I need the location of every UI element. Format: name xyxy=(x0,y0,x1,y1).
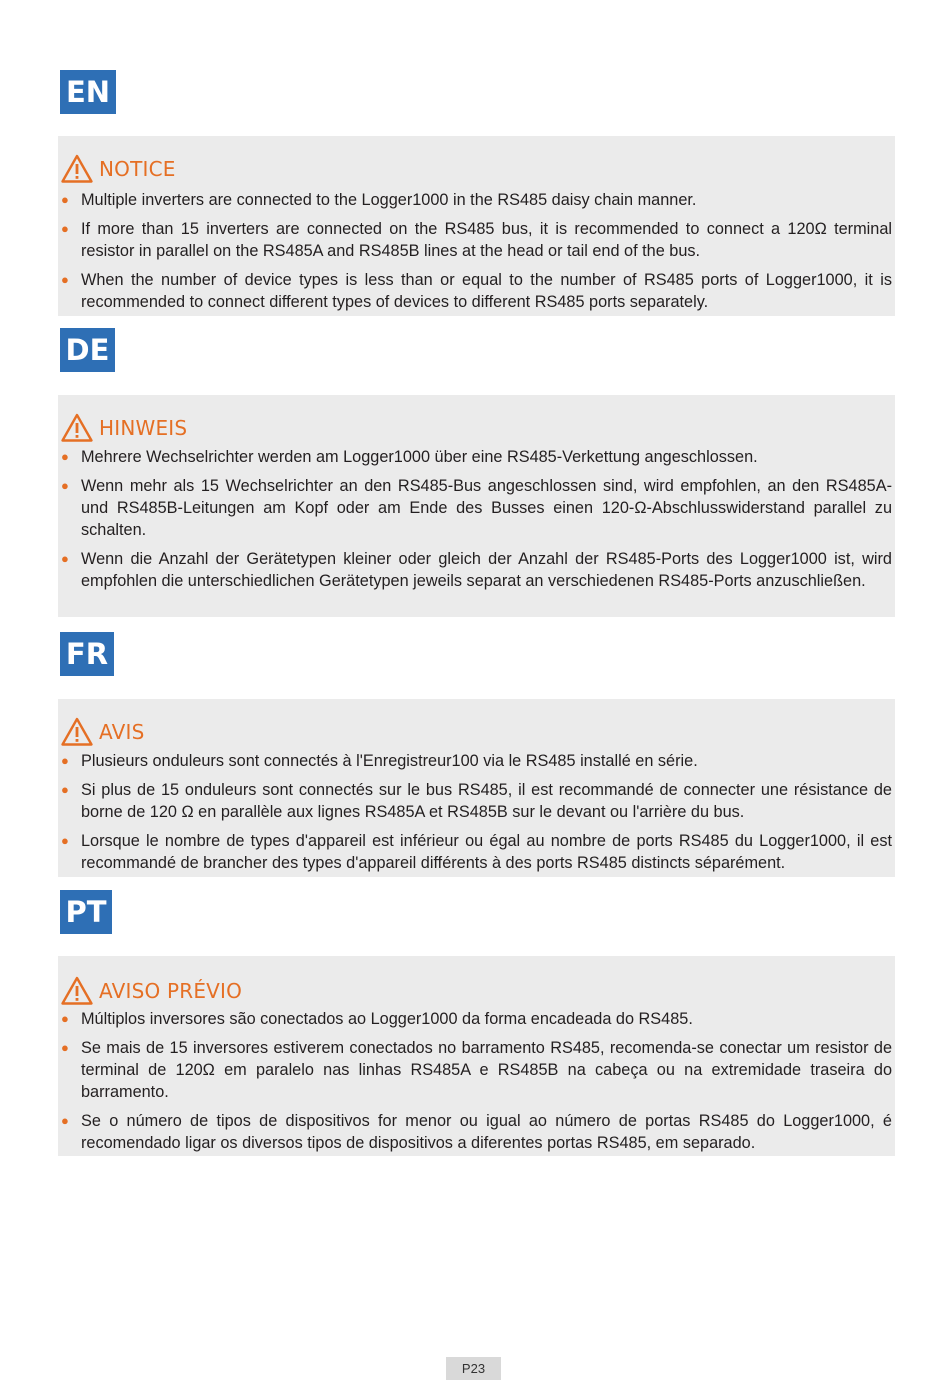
language-badge-fr: FR xyxy=(60,632,114,676)
bullet-icon: ● xyxy=(61,1040,69,1055)
notice-box-de xyxy=(58,395,895,617)
bullet-icon: ● xyxy=(61,1011,69,1026)
bullet-icon: ● xyxy=(61,272,69,287)
list-item xyxy=(58,269,895,313)
list-item-text: Wenn mehr als 15 Wechselrichter an den RS485-Bus angeschlossen sind, wird empfohlen, an den RS485A- und RS485B-Leitungen am Kopf oder am Ende des Busses einen 120-Ω-Abschlusswiderstand parallel zu schalten. xyxy=(81,477,892,539)
notice-box-fr xyxy=(58,699,895,877)
list-item-text: Mehrere Wechselrichter werden am Logger1000 über eine RS485-Verkettung angeschlossen. xyxy=(81,448,758,466)
list-item xyxy=(58,750,895,772)
notice-box-en xyxy=(58,136,895,316)
page-number: P23 xyxy=(446,1357,501,1380)
notice-header xyxy=(60,715,144,749)
list-item-text: Plusieurs onduleurs sont connectés à l'Enregistreur100 via le RS485 installé en série. xyxy=(81,752,698,770)
notice-title: NOTICE xyxy=(99,157,176,181)
list-item-text: If more than 15 inverters are connected on the RS485 bus, it is recommended to connect a 120Ω terminal resistor in parallel on the RS485A and RS485B lines at the head or tail end of the bus. xyxy=(81,220,892,260)
notice-title: HINWEIS xyxy=(99,416,188,440)
bullet-icon: ● xyxy=(61,449,69,464)
list-item xyxy=(58,830,895,874)
notice-title: AVIS xyxy=(99,720,145,744)
bullet-icon: ● xyxy=(61,192,69,207)
language-badge-de: DE xyxy=(60,328,115,372)
bullet-icon: ● xyxy=(61,551,69,566)
notice-list xyxy=(58,1008,895,1161)
list-item-text: Se mais de 15 inversores estiverem conectados no barramento RS485, recomenda-se conectar um resistor de terminal de 120Ω em paralelo nas linhas RS485A e RS485B na cabeça ou na extremidade traseira do barramento. xyxy=(81,1039,892,1101)
warning-triangle-icon xyxy=(60,974,94,1008)
list-item xyxy=(58,189,895,211)
list-item-text: Lorsque le nombre de types d'appareil est inférieur ou égal au nombre de ports RS485 du Logger1000, il est recommandé de brancher des types d'appareil différents à des ports RS485 distincts séparément. xyxy=(81,832,892,872)
list-item xyxy=(58,446,895,468)
list-item-text: Múltiplos inversores são conectados ao Logger1000 da forma encadeada do RS485. xyxy=(81,1010,693,1028)
list-item xyxy=(58,1008,895,1030)
notice-header xyxy=(60,411,187,445)
list-item xyxy=(58,779,895,823)
bullet-icon: ● xyxy=(61,1113,69,1128)
list-item xyxy=(58,1037,895,1103)
list-item xyxy=(58,548,895,592)
notice-header xyxy=(60,152,176,186)
notice-box-pt xyxy=(58,956,895,1156)
warning-triangle-icon xyxy=(60,152,94,186)
notice-title: AVISO PRÉVIO xyxy=(99,979,243,1003)
warning-triangle-icon xyxy=(60,715,94,749)
list-item-text: Multiple inverters are connected to the Logger1000 in the RS485 daisy chain manner. xyxy=(81,191,697,209)
list-item xyxy=(58,475,895,541)
bullet-icon: ● xyxy=(61,221,69,236)
notice-list xyxy=(58,189,895,320)
notice-header xyxy=(60,974,242,1008)
list-item-text: Wenn die Anzahl der Gerätetypen kleiner oder gleich der Anzahl der RS485-Ports des Logger1000 ist, wird empfohlen die unterschiedlichen Gerätetypen jeweils separat an verschiedenen RS485-Ports anzuschließen. xyxy=(81,550,892,590)
language-badge-en: EN xyxy=(60,70,116,114)
list-item-text: When the number of device types is less than or equal to the number of RS485 ports of Logger1000, it is recommended to connect different types of devices to different RS485 ports separately. xyxy=(81,271,892,311)
notice-list xyxy=(58,750,895,881)
language-badge-pt: PT xyxy=(60,890,112,934)
bullet-icon: ● xyxy=(61,782,69,797)
list-item xyxy=(58,218,895,262)
list-item-text: Si plus de 15 onduleurs sont connectés sur le bus RS485, il est recommandé de connecter une résistance de borne de 120 Ω en parallèle aux lignes RS485A et RS485B sur le devant ou l'arrière du bus. xyxy=(81,781,892,821)
bullet-icon: ● xyxy=(61,833,69,848)
list-item xyxy=(58,1110,895,1154)
notice-list xyxy=(58,446,895,599)
bullet-icon: ● xyxy=(61,753,69,768)
list-item-text: Se o número de tipos de dispositivos for menor ou igual ao número de portas RS485 do Logger1000, é recomendado ligar os diversos tipos de dispositivos a diferentes portas RS485, em separado. xyxy=(81,1112,892,1152)
bullet-icon: ● xyxy=(61,478,69,493)
warning-triangle-icon xyxy=(60,411,94,445)
